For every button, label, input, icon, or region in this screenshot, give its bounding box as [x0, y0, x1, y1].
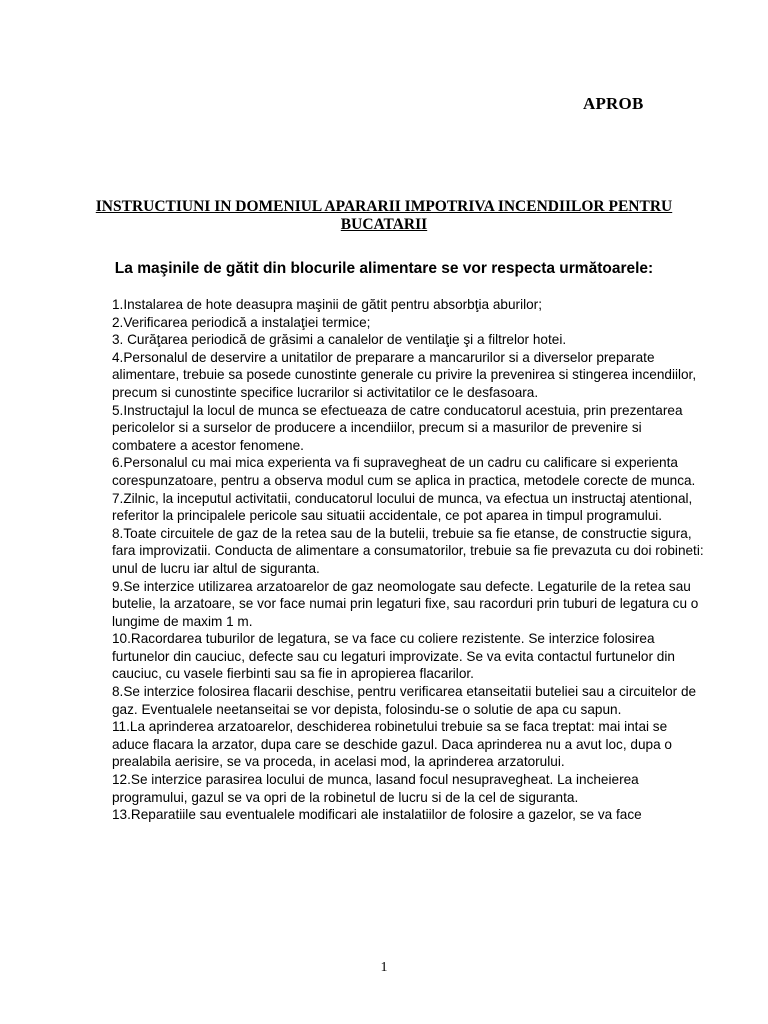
instruction-item: 13.Reparatiile sau eventualele modificari ale instalatiilor de folosire a gazelor, se va face	[112, 807, 642, 823]
instruction-item: 2.Verificarea periodică a instalaţiei termice;	[112, 314, 371, 330]
instruction-item: 10.Racordarea tuburilor de legatura, se va face cu coliere rezistente. Se interzice folosirea furtunelor din cauciuc, defecte sau cu legaturi improvizate. Se va evita contactul furtunelor din cauciuc, cu vasele fierbinti sau sa fie in apropierea flacarilor.	[112, 631, 675, 682]
instruction-item: 8.Se interzice folosirea flacarii deschise, pentru verificarea etanseitatii buteliei sau a circuitelor de gaz. Eventualele neetanseitai se vor depista, folosindu-se o solutie de apa cu sapun.	[112, 684, 697, 717]
document-subtitle: La maşinile de gătit din blocurile alimentare se vor respecta următoarele:	[114, 260, 654, 277]
instruction-item: 7.Zilnic, la inceputul activitatii, conducatorul locului de munca, va efectua un instructaj atentional, referitor la principalele pericole sau situatii accidentale, ce pot aparea in timpul programului.	[112, 490, 693, 524]
instruction-item: 4.Personalul de deservire a unitatilor de preparare a mancarurilor si a diverselor preparate alimentare, trebuie sa posede cunostinte generale cu privire la prevenirea si stingerea incendiilor, precum si cunostinte specifice lucrarilor si activitatilor ce le desfasoara.	[112, 349, 697, 400]
instruction-item: 1.Instalarea de hote deasupra maşinii de gătit pentru absorbţia aburilor;	[112, 297, 542, 312]
document-title-line-1: INSTRUCTIUNI IN DOMENIUL APARARII IMPOTRIVA INCENDIILOR PENTRU	[95, 198, 673, 215]
instruction-item: 11.La aprinderea arzatoarelor, deschiderea robinetului trebuie sa se faca treptat: mai intai se aduce flacara la arzator, dupa care se deschide gazul. Daca aprinderea nu a avut loc, dupa o prealabila aerisire, se va proceda, in acelasi mod, la aprinderea arzatorului.	[112, 719, 672, 770]
instruction-item: 3. Curăţarea periodică de grăsimi a canalelor de ventilaţie şi a filtrelor hotei.	[112, 332, 567, 348]
page-number: 1	[380, 960, 388, 975]
approve-label: APROB	[583, 94, 644, 113]
instruction-item: 12.Se interzice parasirea locului de munca, lasand focul nesupravegheat. La incheierea programului, gazul se va opri de la robinetul de lucru si de la cel de siguranta.	[112, 772, 639, 805]
document-title	[0, 198, 768, 234]
instruction-item: 9.Se interzice utilizarea arzatoarelor de gaz neomologate sau defecte. Legaturile de la retea sau butelie, la arzatoare, se vor face numai prin legaturi fixe, sau racorduri prin tuburi de legatura cu o lungime de maxim 1 m.	[112, 578, 699, 629]
document-title-line-2: BUCATARII	[340, 216, 428, 233]
instruction-list	[112, 296, 707, 824]
instruction-item: 5.Instructajul la locul de munca se efectueaza de catre conducatorul acestuia, prin prezentarea pericolelor si a surselor de producere a incendiilor, precum si a masurilor de prevenire si combatere a acestor fenomene.	[112, 402, 683, 453]
instruction-item: 6.Personalul cu mai mica experienta va fi supravegheat de un cadru cu calificare si experienta corespunzatoare, pentru a observa modul cum se aplica in practica, metodele corecte de munca.	[112, 455, 696, 488]
instruction-item: 8.Toate circuitele de gaz de la retea sau de la butelii, trebuie sa fie etanse, de constructie sigura, fara improvizatii. Conducta de alimentare a consumatorilor, trebuie sa fie prevazuta cu doi robineti: unul de lucru iar altul de siguranta.	[112, 525, 704, 576]
